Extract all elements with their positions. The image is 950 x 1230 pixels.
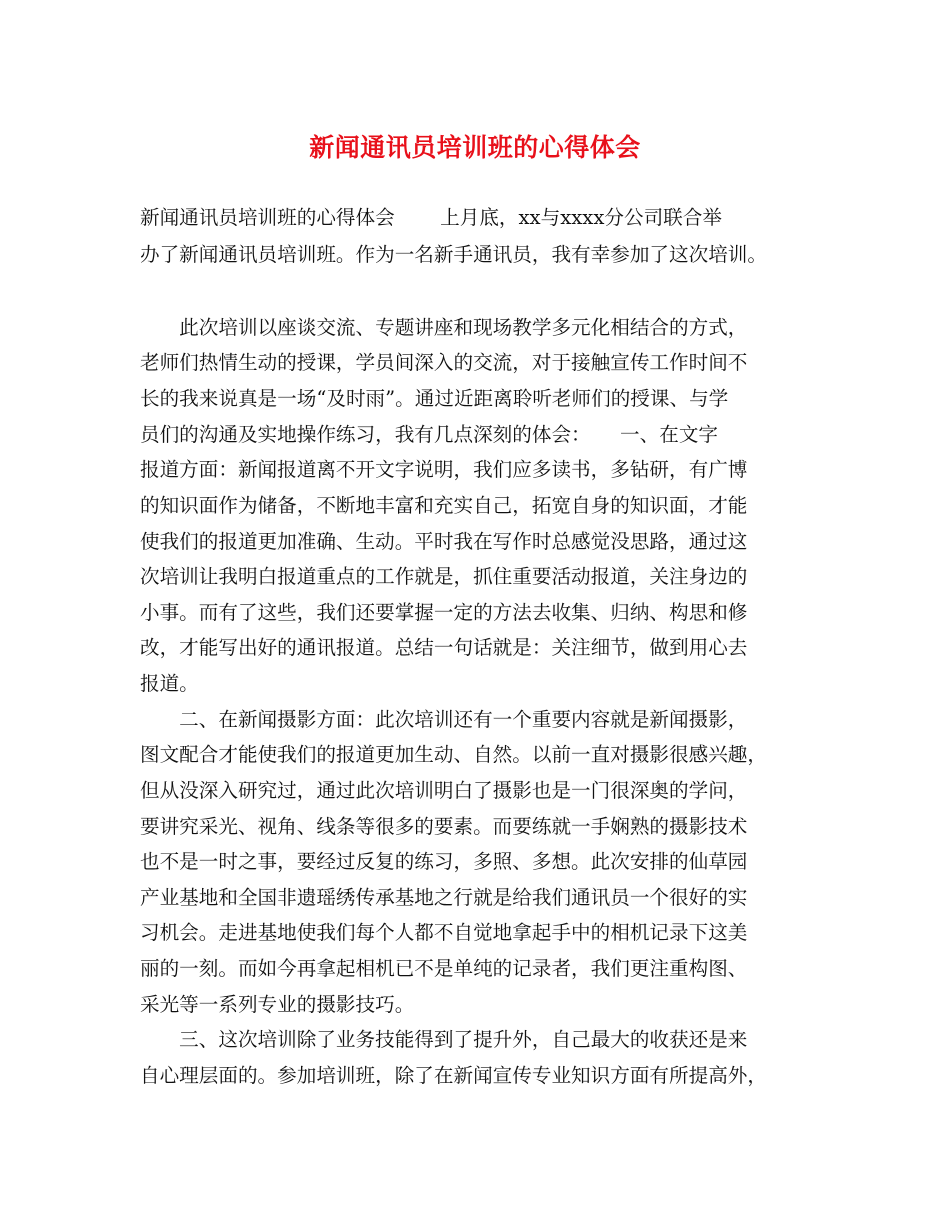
text-line: 习机会。走进基地使我们每个人都不自觉地拿起手中的相机记录下这美 [140,921,748,944]
text-line: 新闻通讯员培训班的心得体会 上月底，xx与xxxx分公司联合举 [140,206,722,229]
text-line: 要讲究采光、视角、线条等很多的要素。而要练就一手娴熟的摄影技术 [140,815,748,838]
text-line: 采光等一系列专业的摄影技巧。 [140,993,415,1016]
text-line: 办了新闻通讯员培训班。作为一名新手通讯员，我有幸参加了这次培训。 [140,243,767,266]
text-line: 三、这次培训除了业务技能得到了提升外，自己最大的收获还是来 [140,1028,748,1051]
text-line: 次培训让我明白报道重点的工作就是，抓住重要活动报道，关注身边的 [140,565,748,588]
text-line: 报道方面：新闻报道离不开文字说明，我们应多读书，多钻研，有广博 [140,458,748,481]
text-line: 改，才能写出好的通讯报道。总结一句话就是：关注细节，做到用心去 [140,636,748,659]
text-line: 小事。而有了这些，我们还要掌握一定的方法去收集、归纳、构思和修 [140,601,748,624]
document-title: 新闻通讯员培训班的心得体会 [309,133,641,162]
text-line: 报道。 [140,672,199,695]
text-line: 也不是一时之事，要经过反复的练习，多照、多想。此次安排的仙草园 [140,850,748,873]
text-line: 老师们热情生动的授课，学员间深入的交流，对于接触宣传工作时间不 [140,351,748,374]
text-line: 丽的一刻。而如今再拿起相机已不是单纯的记录者，我们更注重构图、 [140,957,748,980]
text-line: 二、在新闻摄影方面：此次培训还有一个重要内容就是新闻摄影， [140,708,748,731]
text-line: 使我们的报道更加准确、生动。平时我在写作时总感觉没思路，通过这 [140,530,748,553]
text-line: 但从没深入研究过，通过此次培训明白了摄影也是一门很深奥的学问， [140,779,748,802]
text-line: 员们的沟通及实地操作练习，我有几点深刻的体会： 一、在文字 [140,423,719,446]
text-line: 长的我来说真是一场“及时雨”。通过近距离聆听老师们的授课、与学 [140,387,729,410]
text-line: 图文配合才能使我们的报道更加生动、自然。以前一直对摄影很感兴趣， [140,743,767,766]
text-line: 产业基地和全国非遗瑶绣传承基地之行就是给我们通讯员一个很好的实 [140,886,748,909]
text-line: 的知识面作为储备，不断地丰富和充实自己，拓宽自身的知识面，才能 [140,494,748,517]
text-line: 此次培训以座谈交流、专题讲座和现场教学多元化相结合的方式， [140,316,748,339]
text-line: 自心理层面的。参加培训班，除了在新闻宣传专业知识方面有所提高外， [140,1064,767,1087]
